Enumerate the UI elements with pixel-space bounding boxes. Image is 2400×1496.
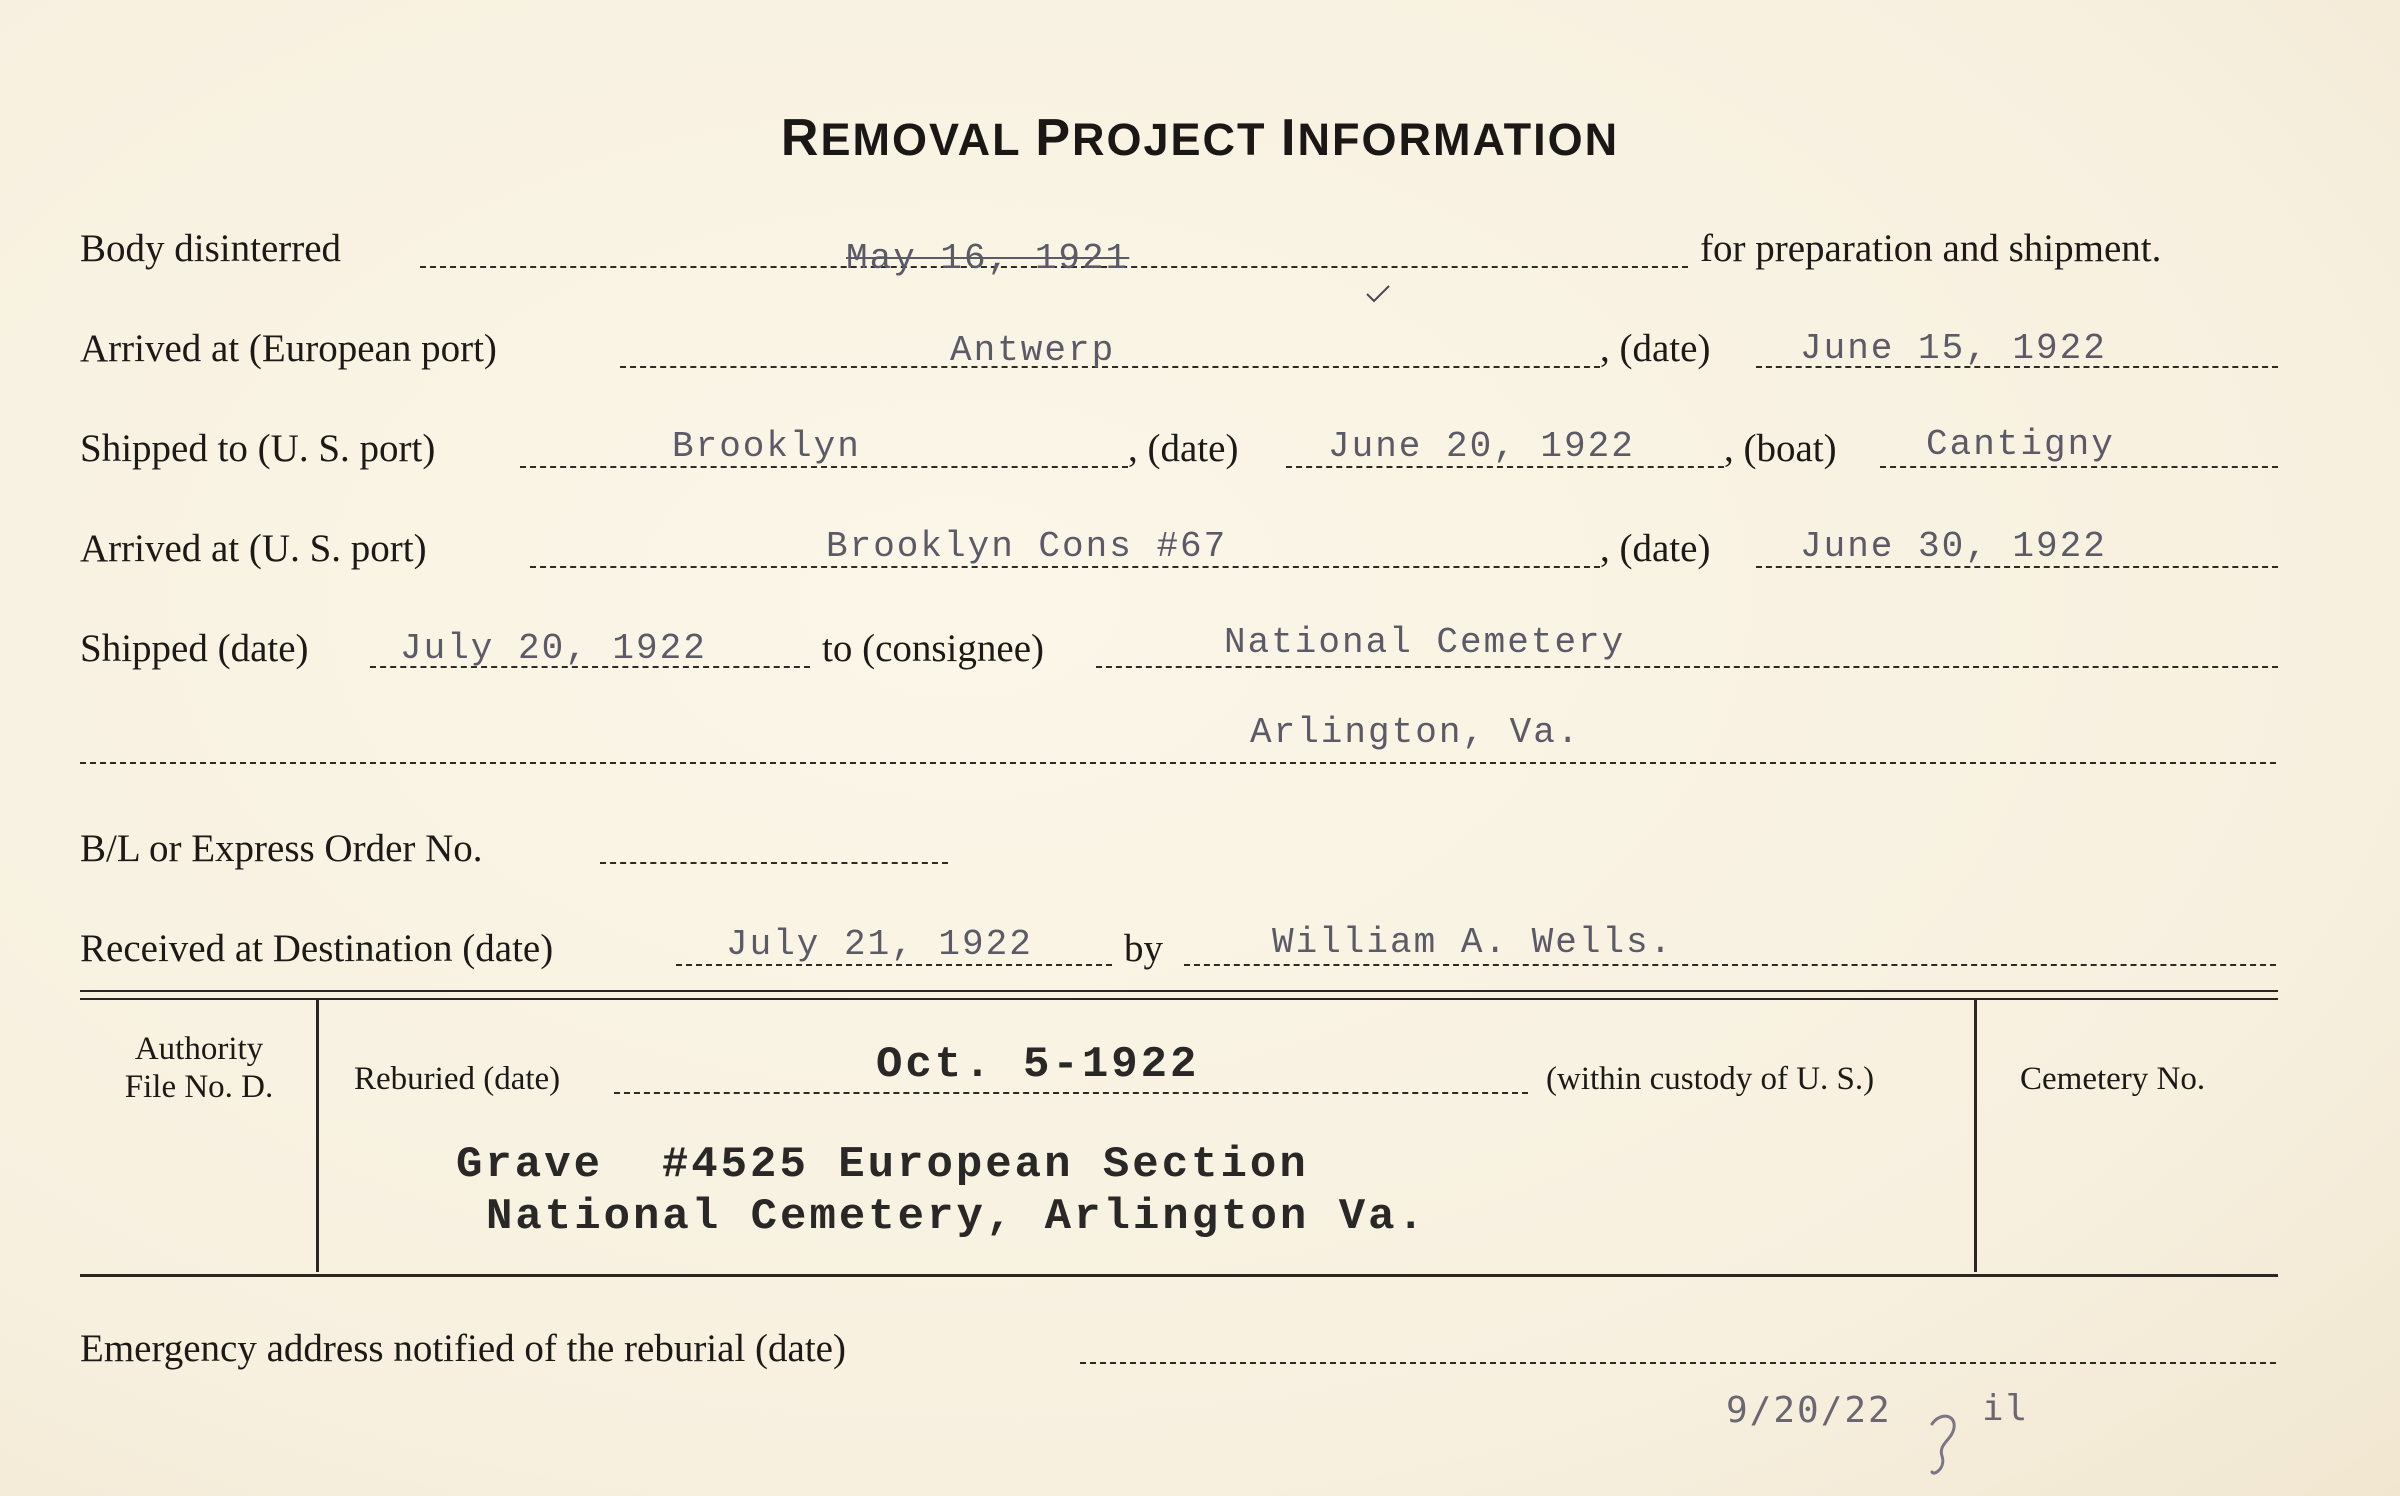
- shipped-date-label: Shipped (date): [80, 627, 309, 670]
- consignee-line: [1096, 666, 2278, 668]
- body-disinterred-value: May 16, 1921: [846, 238, 1130, 279]
- consignee-continuation-line: [80, 762, 2276, 764]
- title-initial: P: [1035, 109, 1072, 167]
- us-port-shipped-date-value: June 20, 1922: [1328, 426, 1635, 467]
- body-disinterred-label: Body disinterred: [80, 227, 342, 270]
- european-port-value: Antwerp: [950, 330, 1116, 371]
- card-title: [0, 108, 2400, 168]
- reburied-date-label: Reburied (date): [354, 1061, 561, 1097]
- boat-label: , (boat): [1724, 427, 1837, 470]
- clerk-initials: il: [1982, 1388, 2030, 1429]
- grave-location-line1: Grave #4525 European Section: [456, 1140, 1309, 1190]
- authority-label: Authority: [134, 1031, 264, 1067]
- european-port-date-value: June 15, 1922: [1800, 328, 2107, 369]
- consignee-value-line2: Arlington, Va.: [1250, 712, 1581, 753]
- box-top-double-rule: [80, 990, 2278, 1000]
- us-port-arrived-label: Arrived at (U. S. port): [80, 527, 427, 570]
- title-initial: I: [1281, 109, 1298, 167]
- emergency-address-date: 9/20/22: [1726, 1390, 1892, 1431]
- us-port-arrived-date-label: , (date): [1600, 527, 1711, 570]
- bl-order-label: B/L or Express Order No.: [80, 827, 483, 870]
- consignee-label: to (consignee): [822, 627, 1045, 670]
- us-port-shipped-value: Brooklyn: [672, 426, 861, 467]
- us-port-arrived-date-value: June 30, 1922: [1800, 526, 2107, 567]
- us-port-shipped-label: Shipped to (U. S. port): [80, 427, 436, 470]
- boat-value: Cantigny: [1926, 424, 2115, 465]
- european-port-date-label: , (date): [1600, 327, 1711, 370]
- shipped-date-value: July 20, 1922: [400, 628, 707, 669]
- reburied-date-line: [614, 1092, 1528, 1094]
- box-bottom-rule: [80, 1274, 2278, 1277]
- received-destination-value: July 21, 1922: [726, 924, 1033, 965]
- handwritten-mark-icon: [1926, 1410, 1966, 1480]
- reburied-date-value: Oct. 5-1922: [876, 1040, 1200, 1090]
- boat-line: [1880, 466, 2278, 468]
- file-no-label: File No. D.: [124, 1069, 274, 1105]
- check-mark-icon: [1364, 282, 1392, 306]
- received-by-line: [1184, 964, 2276, 966]
- emergency-address-line: [1080, 1362, 2276, 1364]
- title-part: NFORMATION: [1297, 114, 1620, 165]
- cemetery-no-label: Cemetery No.: [2020, 1061, 2206, 1097]
- box-left-divider: [316, 1000, 319, 1272]
- title-initial: R: [780, 109, 821, 167]
- box-right-divider: [1974, 1000, 1977, 1272]
- received-by-label: by: [1124, 927, 1163, 970]
- consignee-value-line1: National Cemetery: [1224, 622, 1626, 663]
- grave-location-line2: National Cemetery, Arlington Va.: [486, 1192, 1427, 1242]
- preparation-shipment-label: for preparation and shipment.: [1700, 227, 2162, 270]
- bl-order-line: [600, 862, 948, 864]
- authority-file-label: [96, 1030, 302, 1106]
- us-port-arrived-value: Brooklyn Cons #67: [826, 526, 1228, 567]
- emergency-address-label: Emergency address notified of the reburial (date): [80, 1327, 846, 1370]
- title-part: ROJECT: [1072, 114, 1282, 165]
- title-part: EMOVAL: [820, 114, 1036, 165]
- custody-label: (within custody of U. S.): [1546, 1061, 1875, 1097]
- received-destination-label: Received at Destination (date): [80, 927, 554, 970]
- european-port-label: Arrived at (European port): [80, 327, 497, 370]
- us-port-shipped-date-label: , (date): [1128, 427, 1239, 470]
- received-by-value: William A. Wells.: [1272, 922, 1674, 963]
